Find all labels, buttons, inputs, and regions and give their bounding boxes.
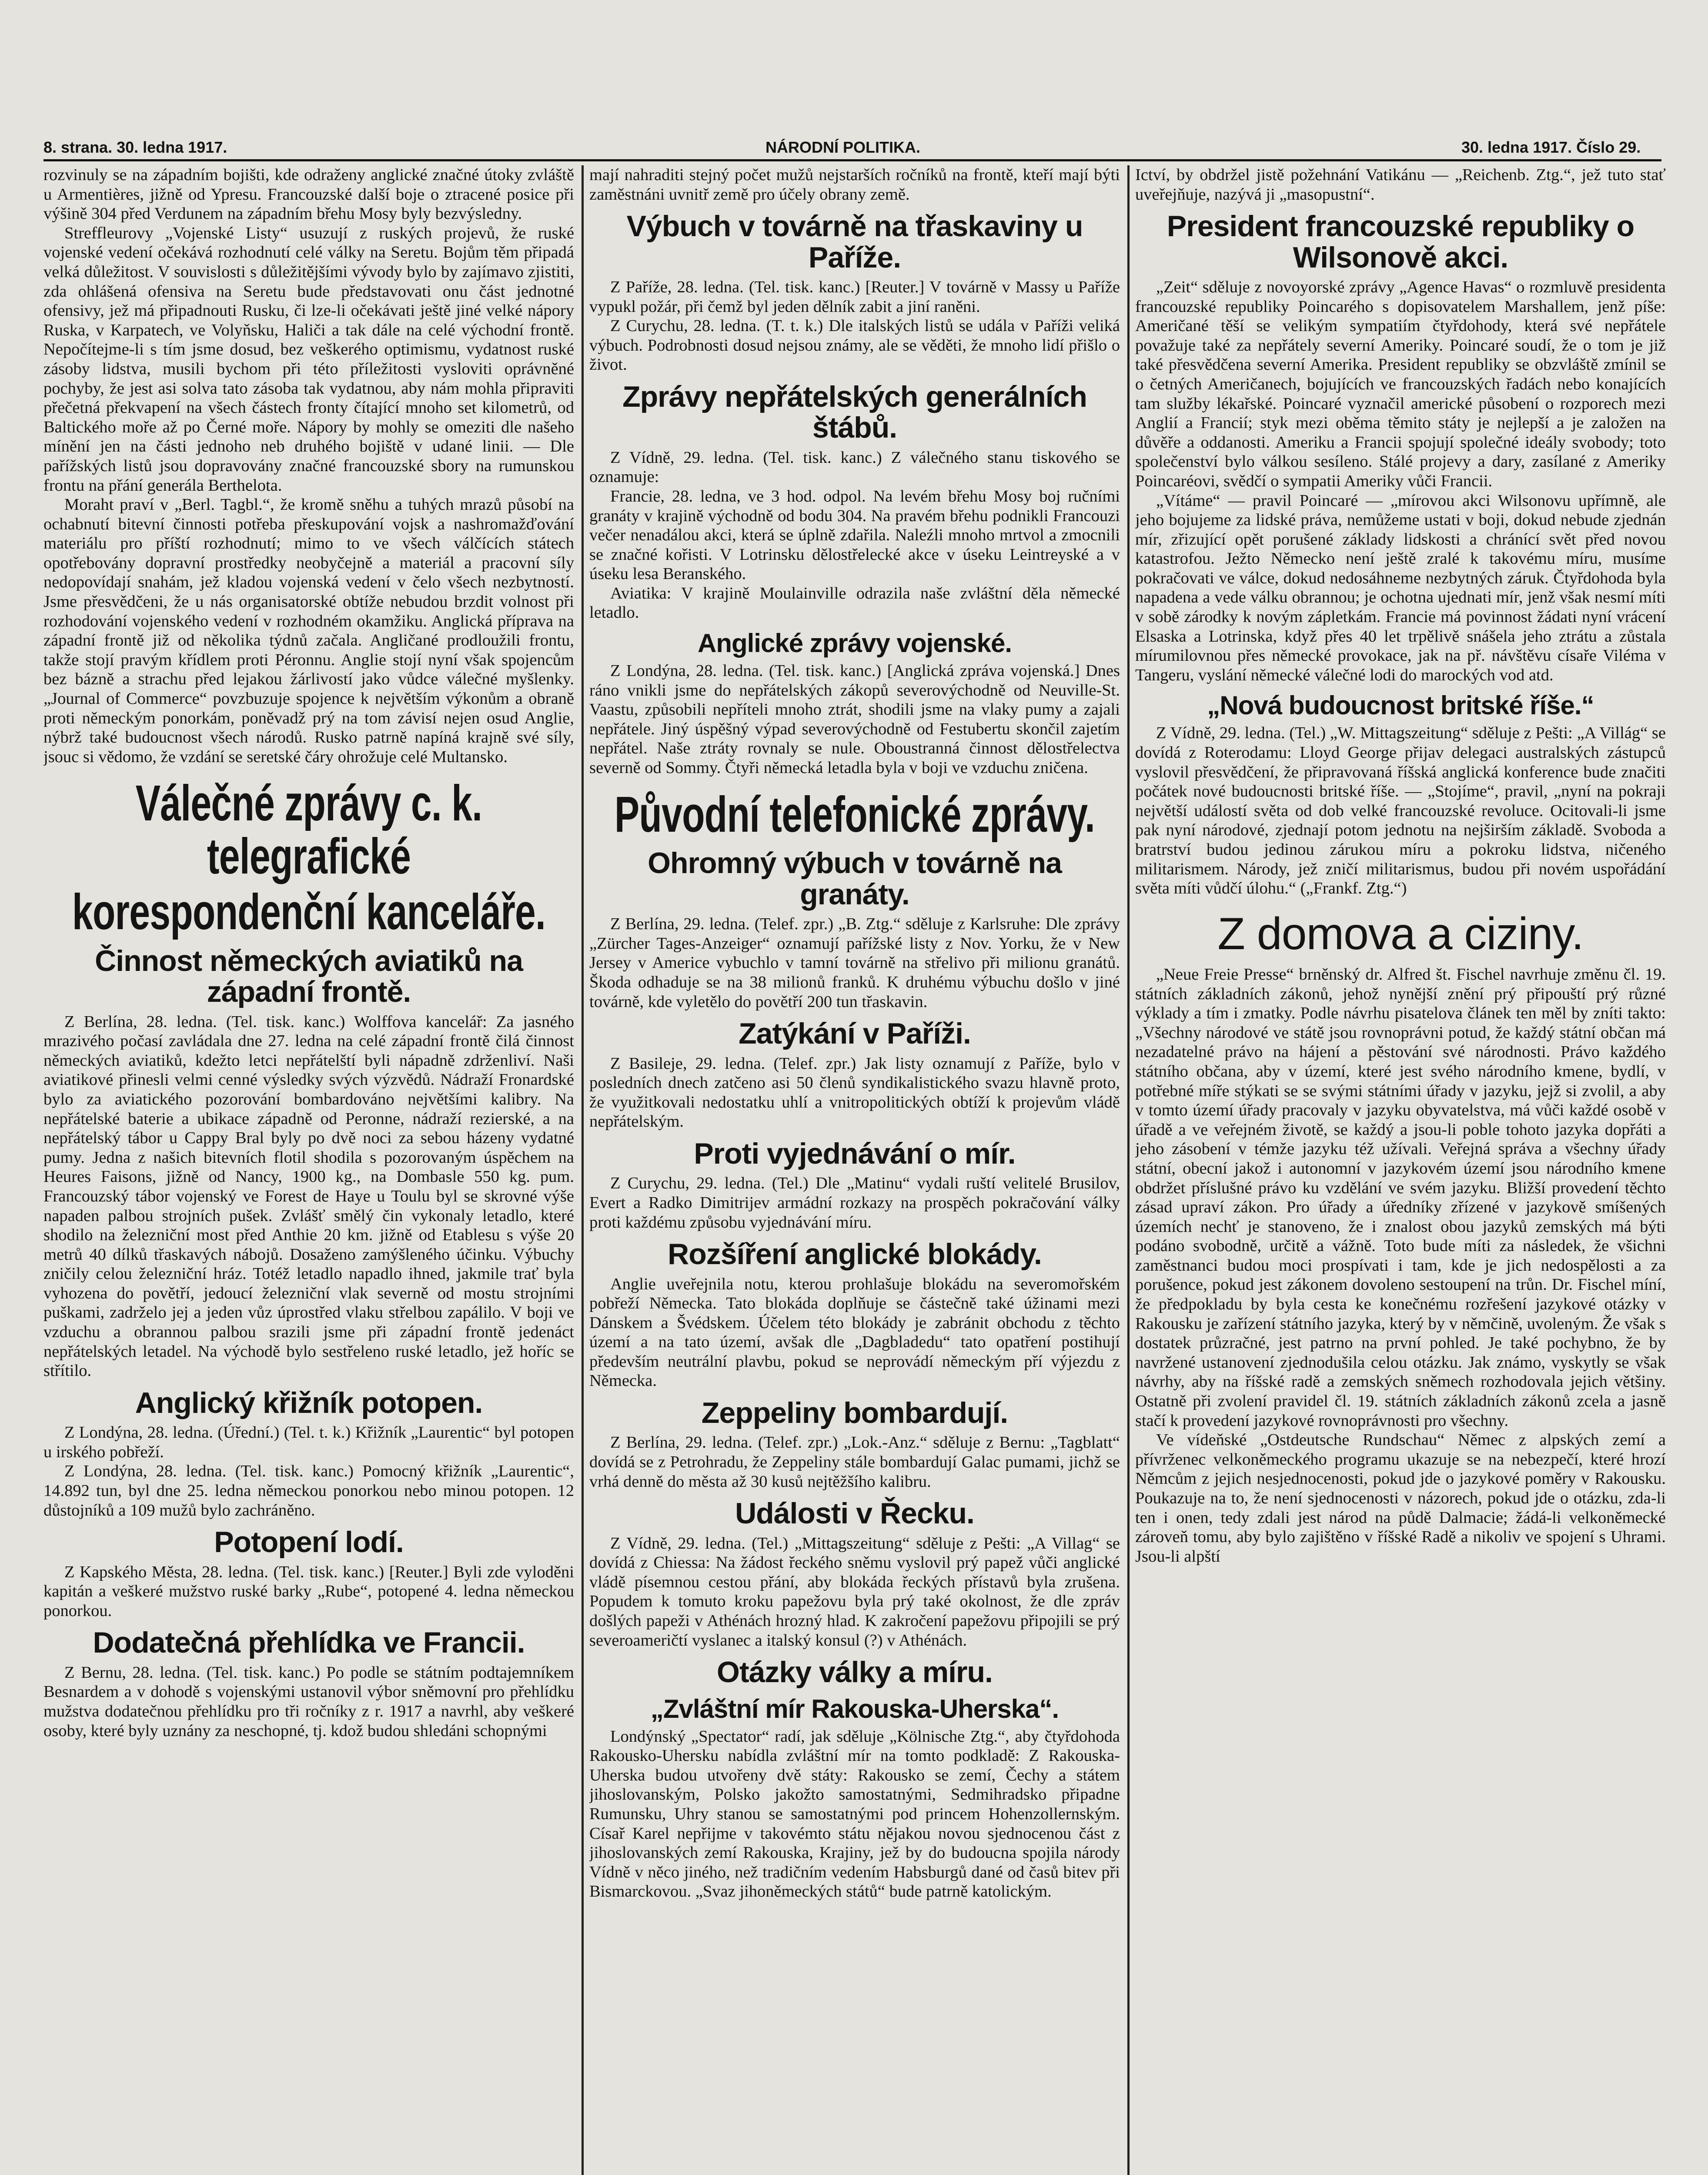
section-headline: „Zvláštní mír Rakouska-Uherska“. <box>650 1694 1059 1723</box>
section-headline: korespondenční kanceláře. <box>72 883 546 940</box>
article-paragraph: Londýnský „Spectator“ radí, jak sděluje „Kölnische Ztg.“, aby čtyřdohoda Rakousko-Uhersku nabídla zvláštní mír na tomto podkladě: Z Rakouska-Uherska budou utvořeny dvě státy: Rakousko se zemí, Čechy a státem jihoslovanským, Polsko jakožto samostatnými, Sedmihradsko připadne Rumunsku, Uhry stanou se samostatnými pod princem Hohenzollernským. Císař Karel nepřijme v takovémto státu nějakou novou sjednocenou část z jihoslovanských zemí Rakouska, Krajiny, jež by do budoucna spojila národy Vídně v něco jiného, než tradičním vedením Habsburgů dané od časů bitev při Bismarckovou. „Svaz jihoněmeckých států“ bude patrně katolickým. <box>589 1727 1120 1901</box>
article-paragraph: Z Basileje, 29. ledna. (Telef. zpr.) Jak listy oznamují z Paříže, bylo v posledních dnech zatčeno asi 50 členů syndikalistického svazu hlavně proto, že využitkovali nedostatku uhlí a vnitropolitických obtíží k projevům vládě nepřátelským. <box>589 1054 1120 1131</box>
section-headline: Potopení lodí. <box>214 1526 404 1559</box>
article-paragraph: Z Vídně, 29. ledna. (Tel.) „W. Mittagszeitung“ sděluje z Pešti: „A Villág“ se dovídá z Roterodamu: Lloyd George přijav delegaci australských zástupců vyslovil přesvědčení, že připravovaná říšská anglická konference bude značiti počátek nové budoucnosti britské říše. — „Stojíme“, pravil, „nyní na pokraji největší událostí světa od dob velké francouzské revoluce. Ocitovali-li jsme pak nyní národové, zjednají potom jednotu na nejširším základě. Svoboda a bratrství budou jedinou zárukou míru a pokroku lidstva, ničeného militarismem. Národy, jež zničí militarismus, budou při novém uspořádání světa míti vůdčí úlohu.“ („Frankf. Ztg.“) <box>1135 724 1666 898</box>
section-headline: „Nová budoucnost britské říše.“ <box>1207 691 1594 720</box>
article-paragraph: Z Curychu, 28. ledna. (T. t. k.) Dle italských listů se udála v Paříži veliká výbuch. Podrobnosti dosud nejsou známy, ale se věděti, že mnoho lidí přišlo o život. <box>589 317 1120 374</box>
section-headline: Činnost německých aviatiků na západní frontě. <box>95 944 523 1009</box>
section-headline: Rozšíření anglické blokády. <box>668 1238 1042 1271</box>
article-paragraph: Francie, 28. ledna, ve 3 hod. odpol. Na levém břehu Mosy boj ručními granáty v krajině východně od bodu 304. Na pravém břehu podnikli Francouzi večer nenadálou akci, která se úplně zdařila. Naleźli mnoho mrtvol a zmocnili se značné kořisti. V Lotrinsku dělostřelecké akce v úseku Leintreyské a v úseku lesa Beranského. <box>589 487 1120 583</box>
section-headline: Anglické zprávy vojenské. <box>697 629 1012 658</box>
column-left <box>43 165 574 2175</box>
section-headline: Anglický křižník potopen. <box>135 1386 483 1419</box>
header-issue: 30. ledna 1917. Číslo 29. <box>1461 138 1641 156</box>
article-paragraph: „Neue Freie Presse“ brněnský dr. Alfred št. Fischel navrhuje změnu čl. 19. státních základních zákonů, jehož nynější znění prý připouští prý různé výklady a tím i zmatky. Podle návrhu pisatelova článek ten měl by zníti takto: „Všechny národové ve státě jsou rovnoprávni potud, že každý státní občan má nezadatelné právo na hájení a pěstování své národnosti. Právo každého státního občana, aby v území, které jest svého národního kmene, bydlí, v potřebné míře stýkati se se svými státními úřady v jazyku, jejž si zvolil, a aby v tomto území úřady pracovaly v jazyku obyvatelstva, má vůči každé osobě v úřadě a ve veřejném životě, se každý a jsou-li poble tohoto jazyka dopřáti a jeho zásobení v témže jazyku též užívali. Veřejná správa a všechny úřady státní, obecní jakož i autonomní v jazykovém území jsou národního kmene obdržet příslušné právo ku vzdělání ve svém jazyku. Bližší provedení těchto zásad upraví zákon. Pro úřady a úředníky zřízené v jazykově smíšených územích nechť je stanoveno, že i znalost obou jazyků zemských má býti podáno svobodně, určitě a vážně. Toto bude míti za následek, že všichni zaměstnanci budou moci prospívati i tam, kde je jich nedospělosti a za porušence, pokud jest zákonem dovoleno sestoupení na trůn. Dr. Fischel míní, že předpokladu by byla cesta ke konečnému rozřešení jazykové otázky v Rakousku je zařízení státního jazyka, který by v němčině, uvoleným. Že však s dostatek průzračné, jest patrno na první pohled. Je také pochybno, že by navržené ustanovení zjednodušila celou otázku. Jak známo, vyskytly se však návrhy, aby na říšské radě a zemských sněmech rozhodovala jejich většiny. Ostatně při zvolení pravidel čl. 19. státních základních zákonů zcela a jasně stačí k provedení jazykové rovnoprávnosti pro všechny. <box>1135 965 1666 1430</box>
article-paragraph: Z Berlína, 29. ledna. (Telef. zpr.) „Lok.-Anz.“ sděluje z Bernu: „Tagblatt“ dovídá se z Petrohradu, že Zeppeliny stále bombardují Galac pumami, jichž se vrhá denně do města až 30 kusů nejtěžšího kalibru. <box>589 1433 1120 1491</box>
section-headline: Dodatečná přehlídka ve Francii. <box>93 1626 525 1660</box>
article-paragraph: Anglie uveřejnila notu, kterou prohlašuje blokádu na severomořském pobřeží Německa. Tato blokáda doplňuje se částečně také úžinami mezi Dánskem a Švédskem. Účelem této blokády je zabránit obchodu z těchto území a na tato území, avšak dle „Dagbladedu“ tato opatření postihují především neutrální plavbu, pokud se neprovádí německým pří výjezdu z Německa. <box>589 1275 1120 1390</box>
header-masthead: NÁRODNÍ POLITIKA. <box>765 138 920 156</box>
article-paragraph: Z Berlína, 29. ledna. (Telef. zpr.) „B. Ztg.“ sděluje z Karlsruhe: Dle zprávy „Zürcher Tages-Anzeiger“ oznamují pařížské listy z Nov. Yorku, že v New Jersey v Americe vybuchlo v tamní továrně na střelivo při milionu granátů. Škoda odhaduje se na 38 milionů franků. K druhému výbuchu došlo v jiné továrně, kde vyletělo do povětří 200 tun třaskavin. <box>589 915 1120 1011</box>
article-paragraph: rozvinuly se na západním bojišti, kde odraženy anglické značné útoky zvláště u Armentières, jižně od Ypresu. Francouzské další boje o ztracené posice při výšině 304 před Verdunem na západním břehu Mosy byly bezvýsledny. <box>43 166 574 223</box>
column-divider <box>582 165 584 2175</box>
column-middle <box>589 165 1120 2175</box>
article-paragraph: Z Kapského Města, 28. ledna. (Tel. tisk. kanc.) [Reuter.] Byli zde vyloděni kapitán a veškeré mužstvo ruské barky „Rube“, potopené 4. ledna německou ponorkou. <box>43 1563 574 1620</box>
header-rule <box>43 159 1661 161</box>
article-paragraph: Z Londýna, 28. ledna. (Tel. tisk. kanc.) [Anglická zpráva vojenská.] Dnes ráno vnikli jsme do nepřátelských zákopů severovýchodně od Neuville-St. Vaastu, způsobili nepříteli mnoho ztrát, shodili jsme na vlaky pumy a zajali nepřátele. Jiný úspěšný výpad severovýchodně od Festubertu skončil zajetím nepřátel. Naše ztráty rovnaly se nule. Oboustranná činnost dělostřelectva severně od Sommy. Čtyři německá letadla byla v boji ve vzduchu zničena. <box>589 662 1120 777</box>
section-headline: Z domova a ciziny. <box>1217 908 1584 959</box>
article-paragraph: Z Londýna, 28. ledna. (Tel. tisk. kanc.) Pomocný křižník „Laurentic“, 14.892 tun, byl dne 25. ledna německou ponorkou nebo minou potopen. 12 důstojníků a 109 mužů bylo zachráněno. <box>43 1462 574 1519</box>
article-paragraph: Z Paříže, 28. ledna. (Tel. tisk. kanc.) [Reuter.] V továrně v Massy u Paříže vypukl požár, při čemž byl jeden dělník zabit a jiní raněni. <box>589 278 1120 316</box>
section-headline: Zeppeliny bombardují. <box>701 1396 1008 1430</box>
article-paragraph: Z Vídně, 29. ledna. (Tel. tisk. kanc.) Z válečného stanu tiskového se oznamuje: <box>589 448 1120 486</box>
column-right <box>1135 165 1666 2175</box>
section-headline: Výbuch v továrně na třaskaviny u Paříže. <box>626 210 1083 274</box>
article-paragraph: „Zeit“ sděluje z novoyorské zprávy „Agence Havas“ o rozmluvě presidenta francouzské republiky Poincarého s dopisovatelem Marshallem, jenž píše: Američané těší se velikým sympatiím čtyřdohody, která své nepřátele považuje také za nepřátely severní Ameriky. Poincaré soudí, že o tom je již také přesvědčena severní Amerika. President republiky se obzvláště zmínil se o četných Američanech, bojujících ve francouzských řadách nebo konajících tam služby lékařské. Poincaré vyznačil americké působení o rozporech mezi Anglií a Francií; styk mezi oběma těmito státy je nejlepší a je založen na důvěře a oddanosti. Ameriku a Francii spojují společné ideály svobody; toto společenství bylo válkou sesíleno. Stálé projevy a dary, zasílané z Ameriky Poincaréovi, svědčí o sympatii Ameriky vůči Francii. <box>1135 278 1666 490</box>
article-paragraph: Streffleurovy „Vojenské Listy“ usuzují z ruských projevů, že ruské vojenské vedení očekává rozhodnutí celé války na Seretu. Bojům těm připadá velká důležitost. V souvislosti s důležitějšími vývody bylo by zajímavo zjistiti, zda ohlášená ofensiva na Seretu bude představovati onu část jednotné ofensivy, jež má připadnouti Rusku, či lze-li očekávati ještě jiné velké nápory Ruska, v Karpatech, ve Volyňsku, Haliči a tak dále na celé východní frontě. Nepočítejme-li s tím jsme dosud, bez veškerého optimismu, vydatnost ruské zásoby lidstva, musili bychom při této příležitosti vysloviti oprávněné pochyby, že jest asi solva tato zásoba tak vydatnou, aby nám mohla připraviti přečetná překvapení na všech částech fronty čítající mnoho set kilometrů, od Baltického moře až po Černé moře. Nápory by mohly se omeziti dle našeho mínění jen na části jednoho neb druhého bojiště v udané linii. — Dle pařížských listů jsou dopravovány značné francouzské sbory na rumunskou frontu na přání generála Berthelota. <box>43 224 574 495</box>
section-headline: Otázky války a míru. <box>717 1656 993 1689</box>
section-headline: Zprávy nepřátelských generálních štábů. <box>622 380 1087 445</box>
running-header <box>43 138 1661 158</box>
article-paragraph: Ictví, by obdržel jistě požehnání Vatikánu — „Reichenb. Ztg.“, jež tuto stať uveřejňuje, nazývá ji „masopustní“. <box>1135 166 1666 204</box>
article-paragraph: Z Bernu, 28. ledna. (Tel. tisk. kanc.) Po podle se státním podtajemníkem Besnardem a v dohodě s vojenskými ustanovil výbor sněmovní pro přehlídku mužstva dodatečnou přehlídku pro tři ročníky z r. 1917 a navrhl, aby veškeré osoby, které byly uznány za neschopné, tj. kdož budou shledáni schopnými <box>43 1663 574 1740</box>
article-paragraph: Aviatika: V krajině Moulainville odrazila naše zvláštní děla německé letadlo. <box>589 584 1120 622</box>
article-paragraph: Z Londýna, 28. ledna. (Úřední.) (Tel. t. k.) Křižník „Laurentic“ byl potopen u irského pobřeží. <box>43 1423 574 1461</box>
article-paragraph: Z Curychu, 29. ledna. (Tel.) Dle „Matinu“ vydali ruští velitelé Brusilov, Evert a Radko Dimitrijev armádní rozkazy na prospěch pokračování války proti každému způsobu vyjednávání míru. <box>589 1174 1120 1231</box>
section-headline: Ohromný výbuch v továrně na granáty. <box>648 847 1062 911</box>
article-paragraph: Z Vídně, 29. ledna. (Tel.) „Mittagszeitung“ sděluje z Pešti: „A Villag“ se dovídá z Chiessa: Na žádost řeckého sněmu vyslovil prý papež vůči anglické vládě písemnou cestou přání, aby blokáda řeckých přístavů byla zrušena. Popudem k tomuto kroku papežovu byla prý také okolnost, že dle zpráv došlých papeži v Athénách hrozný hlad. K zakročení papežovu připojili se prý severoameričtí vyslanec a italský konsul (?) v Athénách. <box>589 1534 1120 1650</box>
article-paragraph: Ve vídeňské „Ostdeutsche Rundschau“ Němec z alpských zemí a přívrženec velkoněmeckého programu ukazuje se na nebezpečí, které hrozí Němcům z jejich nesjednocenosti, pokud jde o jazykové poměry v Rakousku. Poukazuje na to, že není sjednocenosti v názorech, pokud jde o otázku, zda-li ten i onen, tedy zdali jest národ na půdě Dalmacie; žádá-li velkoněmecké zároveň tomu, aby bylo zajištěno v říšské Radě a nikoliv ve spojení s Uhrami. Jsou-li alpští <box>1135 1431 1666 1566</box>
article-paragraph: Z Berlína, 28. ledna. (Tel. tisk. kanc.) Wolffova kancelář: Za jasného mrazivého počasí zavládala dne 27. ledna na celé západní frontě čilá činnost německých aviatiků, kdežto letci nepřátelští byli nápadně zdrženliví. Naši aviatikové přinesli velmi cenné výsledky svých výzvědů. Nádraží Fronardské bylo za aviatického pozorování bombardováno největšími kalibry. Na nepřátelské baterie a ubikace západně od Peronne, nádraží rezierské, a na nepřátelský tábor u Cappy Bral byly po dvě noci za sebou házeny vydatné pumy. Jedna z našich bitevních flotil shodila s pozorovaným úspěchem na Heures Faisons, jižně od Nancy, 1900 kg., na Dombasle 550 kg. pum. Francouzský tábor vojenský ve Forest de Haye u Toulu byl se skrovné výše napaden palbou strojních pušek. Zvlášť smělý čin vykonaly letadlo, které shodilo na železniční most před Anthie 20 km. jižně od Etablesu s výše 20 metrů 40 dílků třaskavých nábojů. Dosaženo zamýšleného účinku. Výbuchy zničily celou železniční hráz. Totéž letadlo napadlo ihned, jakmile trať byla vyhozena do povětří, jedoucí železniční vlak severně od mostu strojními puškami, zadrželo jej a jeden vůz úprostřed vlaku střelbou zapálilo. V boji ve vzduchu a obrannou palbou srazili jsme při západní frontě jedenáct nepřátelských letadel. Na východě bylo sestřeleno ruské letadlo, jež hoříc se střítilo. <box>43 1012 574 1380</box>
section-headline: President francouzské republiky o Wilsonově akci. <box>1167 210 1634 274</box>
column-divider <box>1127 165 1130 2175</box>
header-page-date: 8. strana. 30. ledna 1917. <box>43 138 227 156</box>
section-headline: Původní telefonické zprávy. <box>614 786 1095 843</box>
section-headline: Události v Řecku. <box>735 1497 974 1530</box>
article-paragraph: „Vítáme“ — pravil Poincaré — „mírovou akci Wilsonovu upřímně, ale jeho bojujeme za lidské práva, nemůžeme ustati v boji, dokud nebude zjednán mír, zřizující opět porušené základy lidskosti a chránící svět před novou katastrofou. Ježto Německo není ještě zralé k takovému míru, musíme pokračovati ve válce, dokud nedosáhneme nezbytných záruk. Čtyřdohoda byla napadena a vede válku obrannou; je ochotna ujednati mír, jenž však nesmí míti v sobě zárodky k novým zápletkám. Francie má povinnost žádati nyní vrácení Elsaska a Lotrinska, když přes 40 let trpělivě snášela jeho ztrátu a zůstala mírumilovnou přes německé provokace, jak na př. návštěvu císaře Viléma v Tangeru, vyslání německé válečné lodi do marockých vod atd. <box>1135 491 1666 684</box>
article-paragraph: mají nahraditi stejný počet mužů nejstarších ročníků na frontě, kteří mají býti zaměstnáni uvnitř země pro účely obrany země. <box>589 166 1120 204</box>
section-headline: Válečné zprávy c. k. telegrafické <box>135 775 482 885</box>
section-headline: Zatýkání v Paříži. <box>739 1017 971 1051</box>
article-paragraph: Moraht praví v „Berl. Tagbl.“, že kromě sněhu a tuhých mrazů působí na ochabnutí bitevní činnosti potřeba přeskupování vojsk a nashromažďování materiálu pro příští rozhodnutí; mimo to ve všech válčících státech opotřebovány dopravní prostředky neobyčejně a materiál a pracovní síly nedopovídají snahám, jež kladou vojenská vedení v čelo všech nezbytností. Jsme přesvědčeni, že u nás organisatorské obtíže nebudou brzdit volnost při rozhodování vojenského vedení v rozhodném okamžiku. Anglická příprava na západní frontě již od několika týdnů začala. Angličané prodloužili frontu, takže stojí pravým křídlem proti Péronnu. Anglie stojí nyní však spojencům bez bázně a strachu před lejakou žárlivostí jako vůdce válečné myšlenky. „Journal of Commerce“ povzbuzuje spojence k největším výkonům a obraně proti německým ponorkám, poněvadž prý na tom závisí nejen osud Anglie, nýbrž také budoucnost všech národů. Rusko patrně napíná krajně své síly, jsouc si vědomo, že vzdání se seretské čáry ohrožuje celé Multansko. <box>43 495 574 766</box>
section-headline: Proti vyjednávání o mír. <box>694 1137 1016 1170</box>
